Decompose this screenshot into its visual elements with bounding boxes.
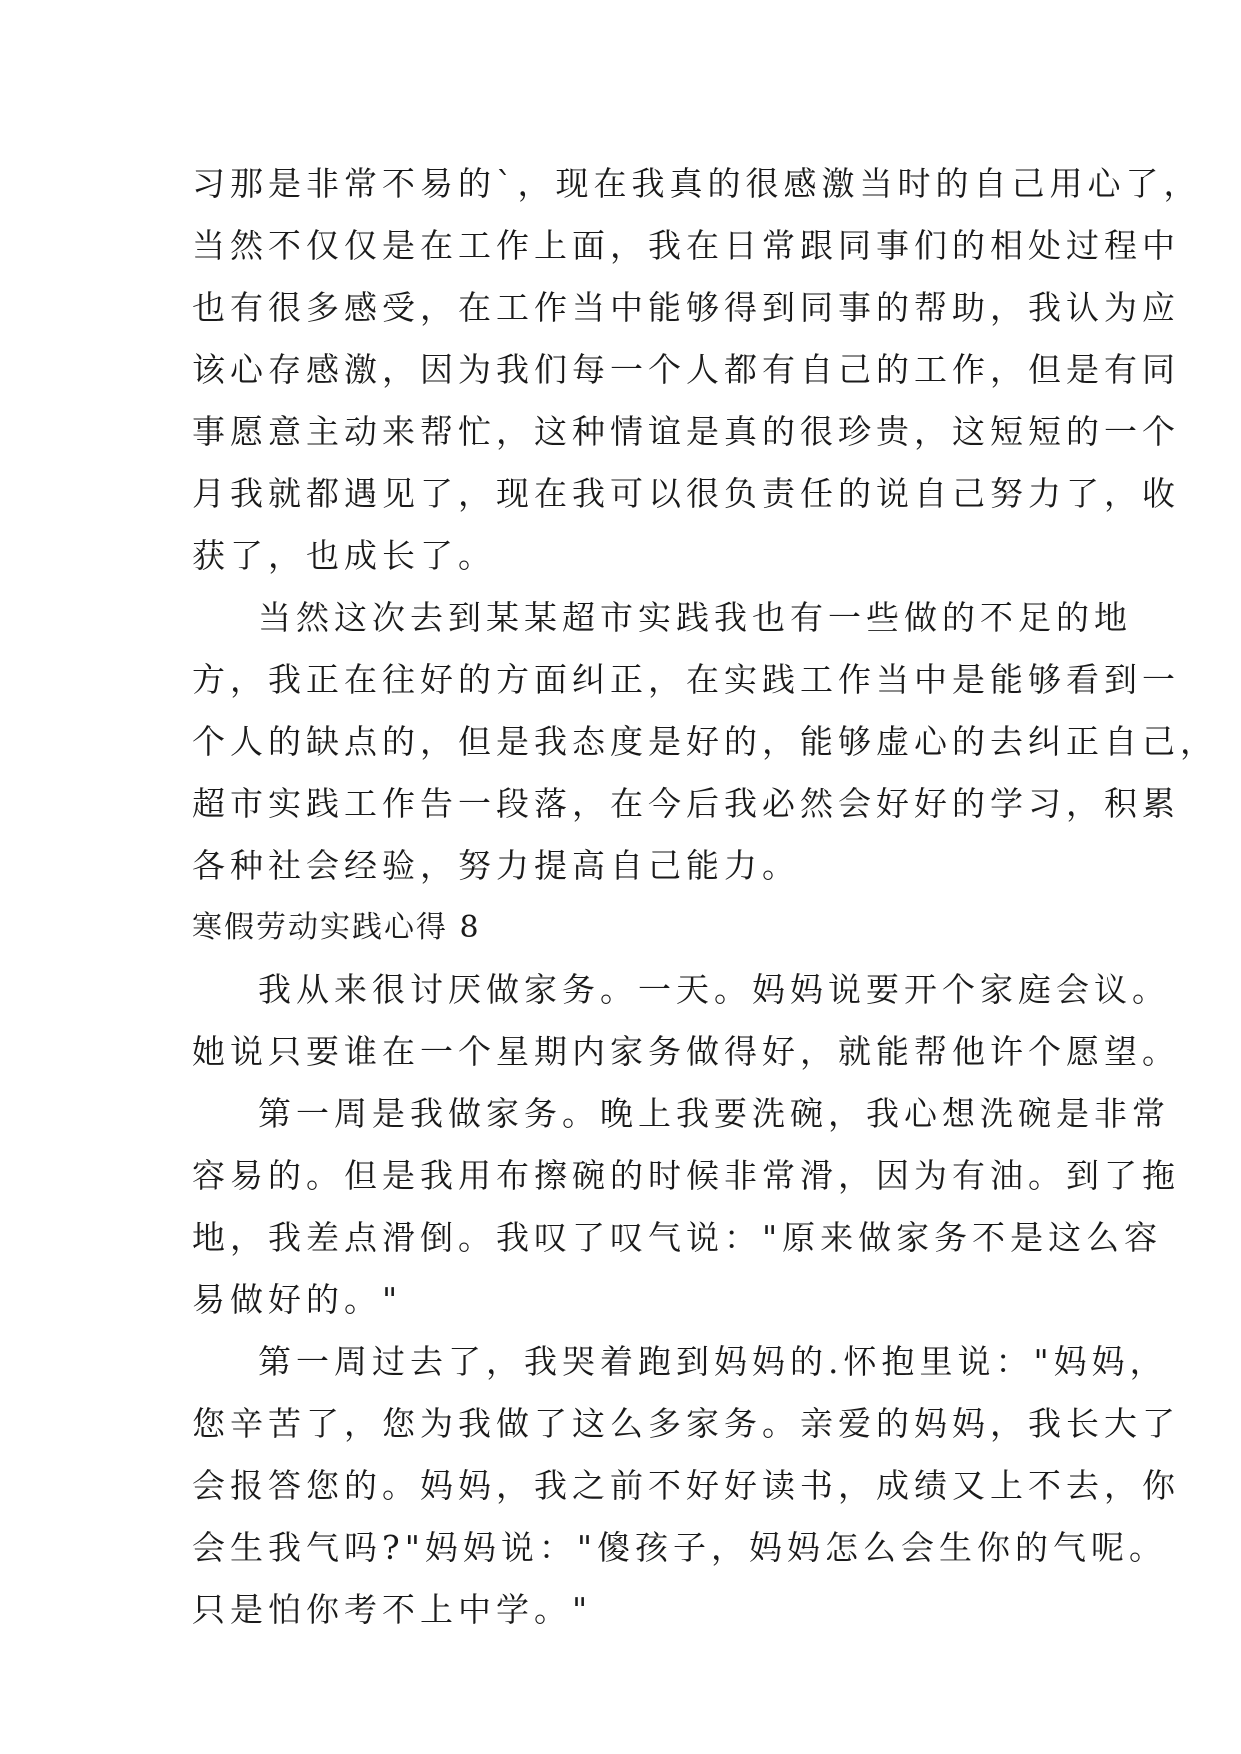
text-line: 超市实践工作告一段落，在今后我必然会好好的学习，积累 (192, 784, 1180, 823)
text-line: 她说只要谁在一个星期内家务做得好，就能帮他许个愿望。 (192, 1032, 1180, 1071)
text-line: 也有很多感受，在工作当中能够得到同事的帮助，我认为应 (192, 288, 1180, 327)
text-line: 容易的。但是我用布擦碗的时候非常滑，因为有油。到了拖 (192, 1156, 1180, 1195)
text-line: 会报答您的。妈妈，我之前不好好读书，成绩又上不去，你 (192, 1466, 1180, 1505)
text-line-indented: 我从来很讨厌做家务。一天。妈妈说要开个家庭会议。 (258, 970, 1170, 1009)
text-line: 地，我差点滑倒。我叹了叹气说："原来做家务不是这么容 (192, 1218, 1163, 1257)
text-line-indented: 第一周是我做家务。晚上我要洗碗，我心想洗碗是非常 (258, 1094, 1170, 1133)
text-line: 月我就都遇见了，现在我可以很负责任的说自己努力了，收 (192, 474, 1180, 513)
text-line: 方，我正在往好的方面纠正，在实践工作当中是能够看到一 (192, 660, 1180, 699)
text-line: 当然不仅仅是在工作上面，我在日常跟同事们的相处过程中 (192, 226, 1180, 265)
text-line: 只是怕你考不上中学。" (192, 1590, 593, 1629)
section-heading: 寒假劳动实践心得 8 (192, 910, 481, 945)
text-line: 个人的缺点的，但是我态度是好的，能够虚心的去纠正自己， (192, 722, 1218, 761)
text-line: 各种社会经验，努力提高自己能力。 (192, 846, 800, 885)
paragraph-block-upper (192, 153, 1218, 897)
text-line: 习那是非常不易的`，现在我真的很感激当时的自己用心了， (192, 164, 1202, 203)
document-body (192, 153, 1218, 1641)
paragraph-block-lower (192, 959, 1180, 1641)
text-line: 该心存感激，因为我们每一个人都有自己的工作，但是有同 (192, 350, 1180, 389)
text-line-indented: 第一周过去了，我哭着跑到妈妈的.怀抱里说："妈妈， (258, 1342, 1168, 1381)
text-line: 易做好的。" (192, 1280, 403, 1319)
text-line-indented: 当然这次去到某某超市实践我也有一些做的不足的地 (258, 598, 1132, 637)
text-line: 您辛苦了，您为我做了这么多家务。亲爱的妈妈，我长大了 (192, 1404, 1180, 1443)
text-line: 获了，也成长了。 (192, 536, 496, 575)
text-line: 事愿意主动来帮忙，这种情谊是真的很珍贵，这短短的一个 (192, 412, 1180, 451)
text-line: 会生我气吗?"妈妈说："傻孩子，妈妈怎么会生你的气呢。 (192, 1528, 1168, 1567)
